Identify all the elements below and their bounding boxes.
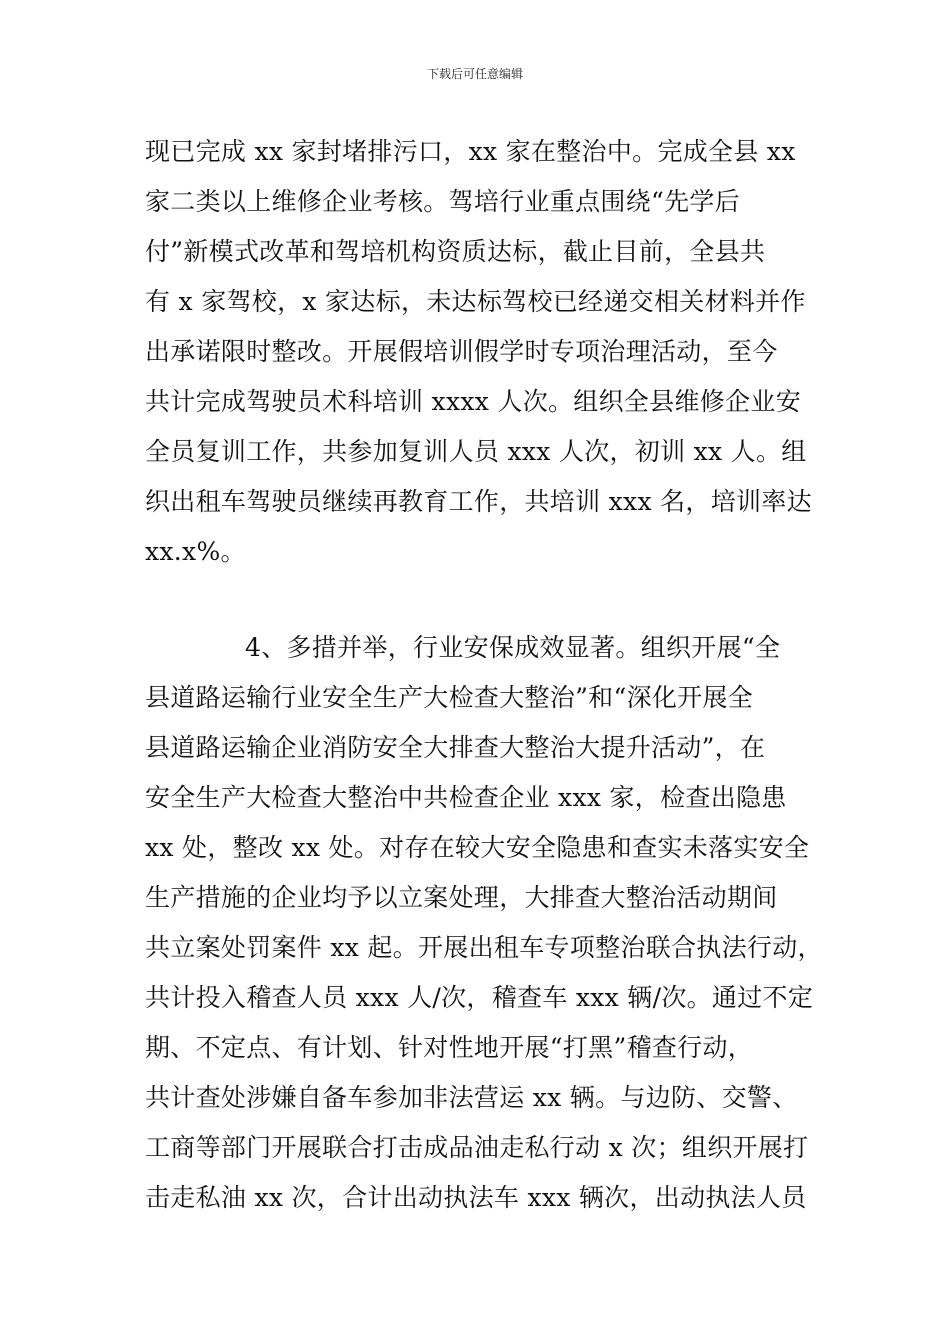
- text-line: 共计投入稽查人员 xxx 人/次，稽查车 xxx 辆/次。通过不定: [145, 983, 814, 1012]
- text-line: 家二类以上维修企业考核。驾培行业重点围绕“先学后: [145, 187, 740, 216]
- text-line: 安全生产大检查大整治中共检查企业 xxx 家，检查出隐患: [145, 783, 787, 812]
- text-line: 县道路运输行业安全生产大检查大整治”和“深化开展全: [145, 683, 754, 712]
- paragraph-heading-line: 4、多措并举，行业安保成效显著。组织开展“全: [245, 633, 781, 662]
- text-line: 击走私油 xx 次，合计出动执法车 xxx 辆次，出动执法人员: [145, 1183, 807, 1212]
- text-line: 现已完成 xx 家封堵排污口，xx 家在整治中。完成全县 xx: [145, 137, 796, 166]
- text-line: 共计完成驾驶员术科培训 xxxx 人次。组织全县维修企业安: [145, 387, 801, 416]
- text-line: xx.x%。: [145, 537, 246, 566]
- text-line: xx 处，整改 xx 处。对存在较大安全隐患和查实未落实安全: [145, 833, 810, 862]
- text-line: 全员复训工作，共参加复训人员 xxx 人次，初训 xx 人。组: [145, 437, 807, 466]
- text-line: 织出租车驾驶员继续再教育工作，共培训 xxx 名，培训率达: [145, 487, 812, 516]
- page-header-note: 下载后可任意编辑: [426, 67, 523, 81]
- text-line: 共计查处涉嫌自备车参加非法营运 xx 辆。与边防、交警、: [145, 1083, 798, 1112]
- paragraph-2: [145, 623, 825, 1223]
- text-line: 期、不定点、有计划、针对性地开展“打黑”稽查行动，: [145, 1033, 754, 1062]
- text-line: 付”新模式改革和驾培机构资质达标，截止目前，全县共: [145, 237, 766, 266]
- text-line: 出承诺限时整改。开展假培训假学时专项治理活动，至今: [145, 337, 778, 366]
- paragraph-1: [145, 127, 825, 577]
- text-line: 县道路运输企业消防安全大排查大整治大提升活动”，在: [145, 733, 766, 762]
- text-line: 工商等部门开展联合打击成品油走私行动 x 次；组织开展打: [145, 1133, 809, 1162]
- text-line: 共立案处罚案件 xx 起。开展出租车专项整治联合执法行动，: [145, 933, 823, 962]
- text-line: 生产措施的企业均予以立案处理，大排查大整治活动期间: [145, 883, 778, 912]
- text-line: 有 x 家驾校，x 家达标，未达标驾校已经递交相关材料并作: [145, 287, 806, 316]
